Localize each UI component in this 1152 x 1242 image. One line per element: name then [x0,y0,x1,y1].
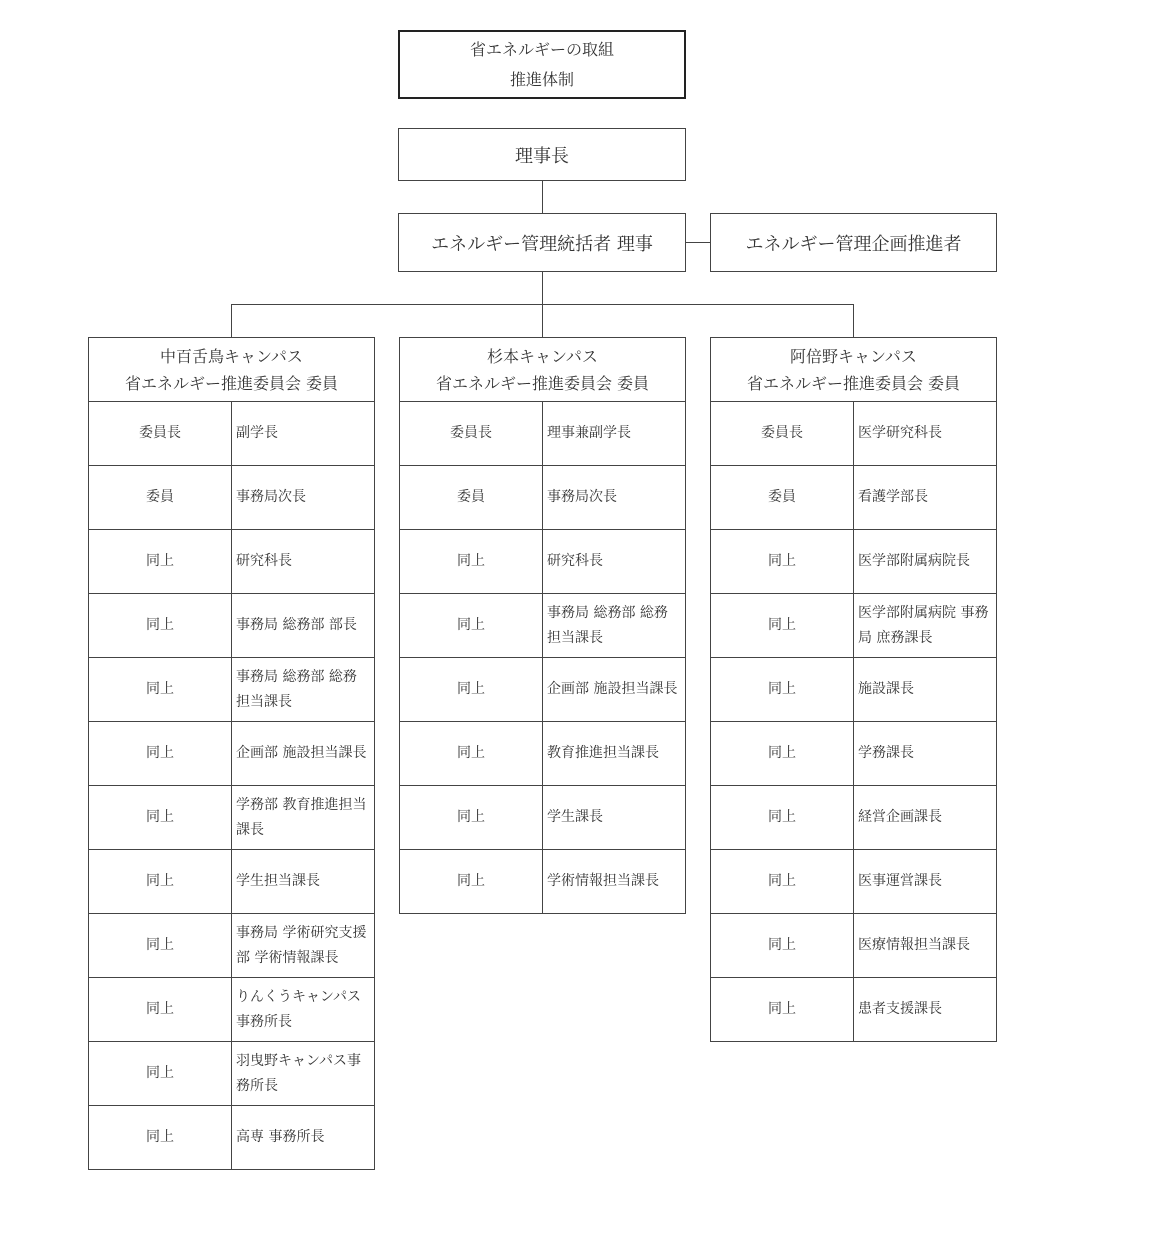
member-role: 委員長 [89,402,232,466]
member-row [400,786,686,850]
member-role: 委員長 [711,402,854,466]
member-position: 研究科長 [232,530,375,594]
member-position: 企画部 施設担当課長 [543,658,686,722]
member-position: 医学研究科長 [854,402,997,466]
campus-name: 阿倍野キャンパス [790,346,917,366]
member-row [89,658,375,722]
member-row [711,850,997,914]
member-row [89,466,375,530]
chart-title-line1: 省エネルギーの取組 [469,39,614,59]
member-row [400,658,686,722]
member-role: 同上 [89,530,232,594]
member-position: 研究科長 [543,530,686,594]
campus-sugimoto [399,337,686,914]
committee-label: 省エネルギー推進委員会 委員 [435,373,650,393]
committee-table [88,401,375,1170]
member-row [400,466,686,530]
member-role: 委員 [711,466,854,530]
member-row [89,978,375,1042]
member-position: 教育推進担当課長 [543,722,686,786]
member-role: 同上 [711,914,854,978]
node-energy-planner [710,213,997,272]
member-row [711,658,997,722]
member-position: 羽曳野キャンパス事務所長 [232,1042,375,1106]
member-row [400,402,686,466]
member-position: 企画部 施設担当課長 [232,722,375,786]
member-position: 経営企画課長 [854,786,997,850]
member-row [400,594,686,658]
member-row [89,850,375,914]
member-role: 委員 [89,466,232,530]
connector-branch-right [853,304,854,337]
member-role: 同上 [89,914,232,978]
committee-table [399,401,686,914]
campus-nakamozu [88,337,375,1170]
node-energy-manager [398,213,686,272]
member-position: 医療情報担当課長 [854,914,997,978]
member-role: 同上 [400,658,543,722]
campus-name: 杉本キャンパス [487,346,598,366]
member-position: りんくうキャンパス事務所長 [232,978,375,1042]
chart-title-line2: 推進体制 [509,69,574,89]
campus-header [710,337,997,402]
member-row [89,786,375,850]
connector-manager-planner [686,242,710,243]
connector-chairman-manager [542,181,543,213]
member-row [400,850,686,914]
member-position: 事務局 総務部 部長 [232,594,375,658]
member-position: 看護学部長 [854,466,997,530]
member-position: 医学部附属病院 事務局 庶務課長 [854,594,997,658]
member-role: 委員長 [400,402,543,466]
member-role: 同上 [89,722,232,786]
member-row [400,722,686,786]
member-row [711,466,997,530]
campus-name: 中百舌鳥キャンパス [160,346,303,366]
member-position: 理事兼副学長 [543,402,686,466]
node-chairman-label: 理事長 [515,145,569,167]
member-row [711,914,997,978]
member-role: 同上 [711,786,854,850]
member-row [89,594,375,658]
member-row [89,1106,375,1170]
member-row [89,530,375,594]
member-row [89,402,375,466]
member-row [400,530,686,594]
campus-header [399,337,686,402]
member-role: 委員 [400,466,543,530]
member-position: 学生課長 [543,786,686,850]
member-role: 同上 [711,658,854,722]
member-position: 事務局 学術研究支援部 学術情報課長 [232,914,375,978]
member-role: 同上 [400,594,543,658]
member-role: 同上 [711,850,854,914]
member-position: 高専 事務所長 [232,1106,375,1170]
node-energy-planner-label: エネルギー管理企画推進者 [745,233,962,255]
member-position: 事務局 総務部 総務担当課長 [543,594,686,658]
member-role: 同上 [400,722,543,786]
member-role: 同上 [400,530,543,594]
member-role: 同上 [89,1042,232,1106]
campus-abeno [710,337,997,1042]
member-role: 同上 [711,722,854,786]
member-position: 学生担当課長 [232,850,375,914]
member-position: 事務局 総務部 総務担当課長 [232,658,375,722]
chart-title-box [398,30,686,99]
member-position: 医学部附属病院長 [854,530,997,594]
connector-branch-horizontal [231,304,854,305]
member-row [711,722,997,786]
member-role: 同上 [400,850,543,914]
member-row [89,722,375,786]
member-row [89,914,375,978]
member-row [711,786,997,850]
committee-label: 省エネルギー推進委員会 委員 [746,373,961,393]
member-position: 副学長 [232,402,375,466]
member-position: 患者支援課長 [854,978,997,1042]
node-energy-manager-label: エネルギー管理統括者 理事 [431,233,653,255]
member-role: 同上 [89,658,232,722]
committee-table [710,401,997,1042]
member-role: 同上 [400,786,543,850]
committee-label: 省エネルギー推進委員会 委員 [124,373,339,393]
member-role: 同上 [711,530,854,594]
member-position: 学術情報担当課長 [543,850,686,914]
member-row [89,1042,375,1106]
connector-branch-left [231,304,232,337]
member-role: 同上 [89,786,232,850]
member-row [711,530,997,594]
member-role: 同上 [89,1106,232,1170]
member-role: 同上 [89,978,232,1042]
member-position: 事務局次長 [543,466,686,530]
member-role: 同上 [711,978,854,1042]
member-row [711,978,997,1042]
member-position: 医事運営課長 [854,850,997,914]
campus-header [88,337,375,402]
member-position: 学務課長 [854,722,997,786]
member-position: 事務局次長 [232,466,375,530]
member-role: 同上 [711,594,854,658]
member-role: 同上 [89,594,232,658]
member-position: 学務部 教育推進担当課長 [232,786,375,850]
member-role: 同上 [89,850,232,914]
member-row [711,594,997,658]
node-chairman [398,128,686,181]
member-position: 施設課長 [854,658,997,722]
member-row [711,402,997,466]
